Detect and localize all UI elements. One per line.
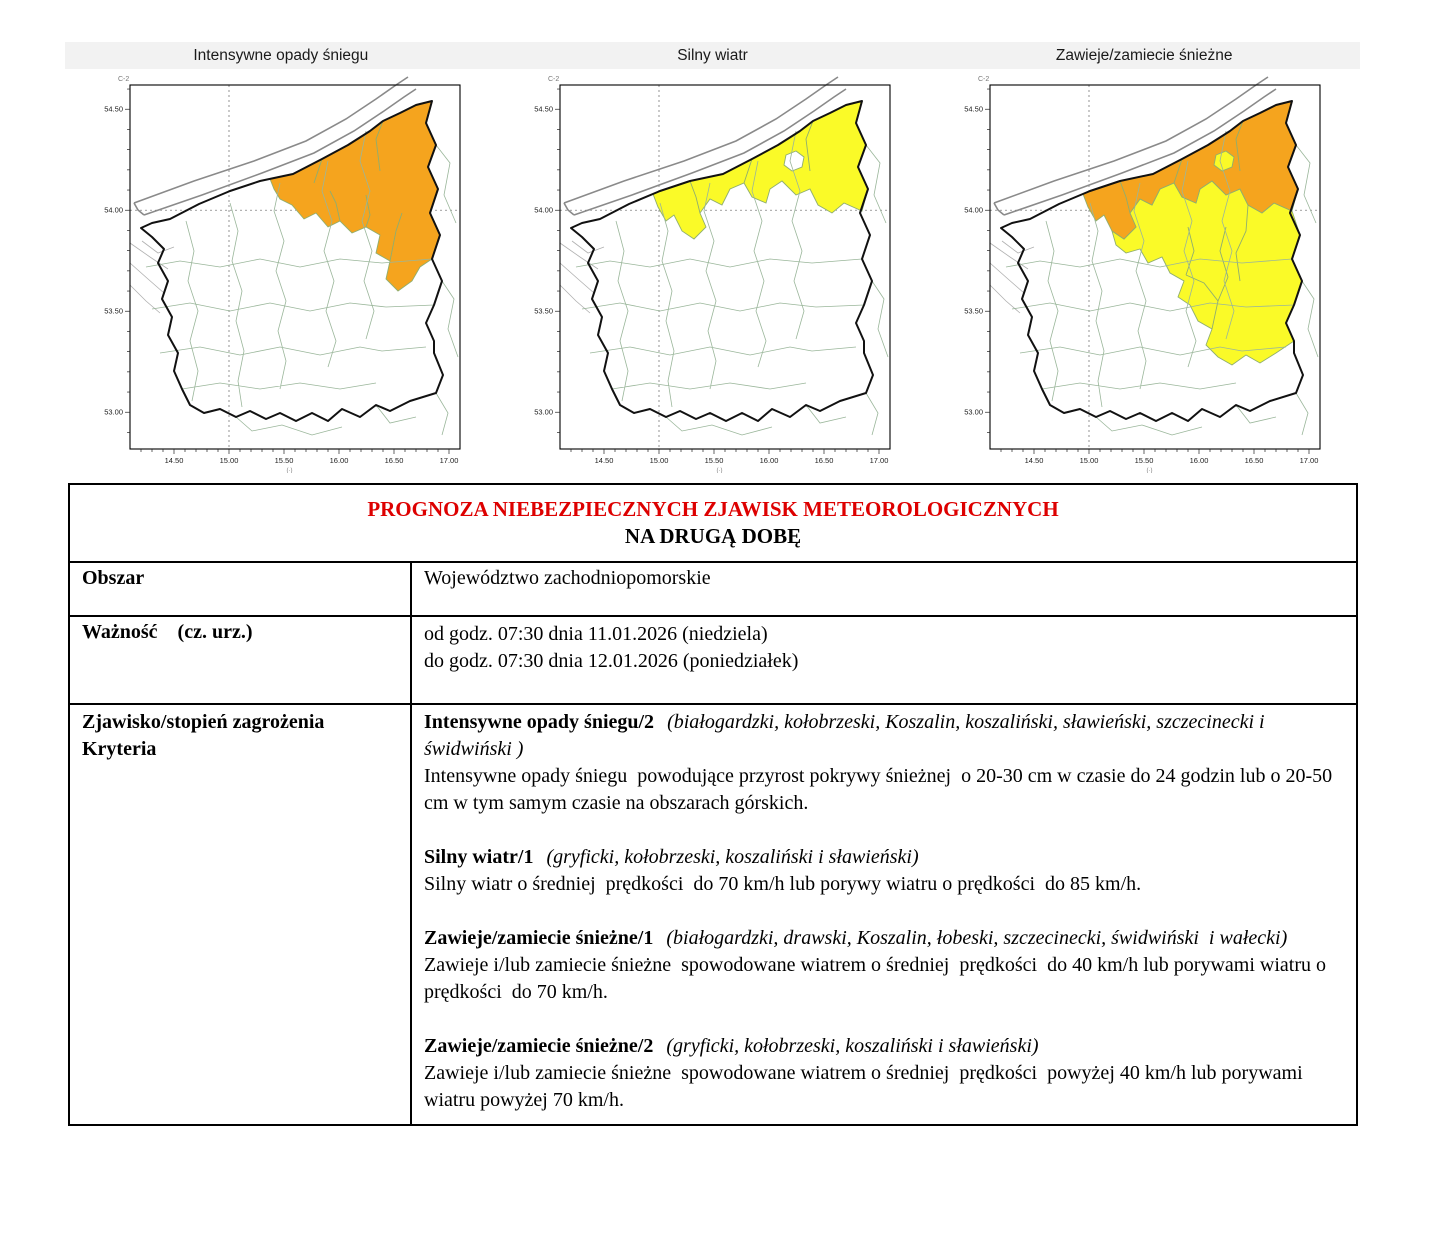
warning-name: Silny wiatr/1 xyxy=(424,846,534,868)
map-corner-label: C-2 xyxy=(548,76,560,83)
x-tick-label: 14.50 xyxy=(164,456,184,465)
row-waznosc xyxy=(69,616,1357,704)
warning-areas: (gryficki, kołobrzeski, koszaliński i sławieński) xyxy=(546,846,919,868)
y-tick-label: 53.50 xyxy=(534,306,553,316)
warning-description: Zawieje i/lub zamiecie śnieżne spowodowane wiatrem o średniej prędkości powyżej 40 km/h lub porywami wiatru powyżej 70 km/h. xyxy=(424,1062,1308,1111)
map-titles-band xyxy=(65,42,1360,69)
phenomena-cell xyxy=(411,704,1357,1125)
axis-unit-label: (·) xyxy=(286,468,293,473)
y-tick-label: 53.50 xyxy=(964,306,983,316)
warning-areas: (gryficki, kołobrzeski, koszaliński i sławieński) xyxy=(666,1035,1039,1057)
warning-description: Zawieje i/lub zamiecie śnieżne spowodowane wiatrem o średniej prędkości do 40 km/h lub porywami wiatru o prędkości do 70 km/h. xyxy=(424,954,1331,1003)
y-tick-label: 54.00 xyxy=(534,205,553,215)
region-strong-wind-yellow xyxy=(653,101,868,239)
warning-name: Intensywne opady śniegu/2 xyxy=(424,711,655,733)
map-title-intense-snow: Intensywne opady śniegu xyxy=(193,46,369,64)
obszar-label: Obszar xyxy=(69,562,411,616)
forecast-subtitle: NA DRUGĄ DOBĘ xyxy=(624,524,802,548)
map-strong-wind xyxy=(520,71,920,473)
x-tick-label: 16.00 xyxy=(1189,456,1209,465)
x-tick-label: 15.00 xyxy=(649,456,669,465)
warning-areas: (białogardzki, kołobrzeski, Koszalin, koszaliński, sławieński, szczecinecki i świdwiński ) xyxy=(424,711,1270,760)
y-tick-label: 54.50 xyxy=(534,104,553,114)
validity-from: od godz. 07:30 dnia 11.01.2026 (niedziela) xyxy=(424,623,768,645)
x-tick-label: 15.50 xyxy=(704,456,724,465)
x-tick-label: 17.00 xyxy=(869,456,889,465)
map-corner-label: C-2 xyxy=(978,76,990,83)
y-tick-label: 53.50 xyxy=(104,306,123,316)
maps-row xyxy=(90,71,1431,473)
forecast-title: PROGNOZA NIEBEZPIECZNYCH ZJAWISK METEOROLOGICZNYCH xyxy=(367,497,1059,521)
row-zjawisko xyxy=(69,704,1357,1125)
y-tick-label: 54.00 xyxy=(104,205,123,215)
map-corner-label: C-2 xyxy=(118,76,130,83)
y-tick-label: 54.50 xyxy=(964,104,983,114)
west-gray-lines xyxy=(560,241,604,313)
x-tick-label: 17.00 xyxy=(1299,456,1319,465)
x-tick-label: 16.50 xyxy=(1244,456,1264,465)
warning-name: Zawieje/zamiecie śnieżne/2 xyxy=(424,1035,654,1057)
table-title-cell xyxy=(69,484,1357,562)
y-tick-label: 54.50 xyxy=(104,104,123,114)
x-tick-label: 15.00 xyxy=(219,456,239,465)
row-obszar xyxy=(69,562,1357,616)
y-tick-label: 53.00 xyxy=(104,407,123,417)
warning-name: Zawieje/zamiecie śnieżne/1 xyxy=(424,927,654,949)
x-tick-label: 14.50 xyxy=(594,456,614,465)
y-tick-label: 53.00 xyxy=(964,407,983,417)
warning-areas: (białogardzki, drawski, Koszalin, łobeski, szczecinecki, świdwiński i wałecki) xyxy=(666,927,1288,949)
warning-description: Silny wiatr o średniej prędkości do 70 km/h lub porywy wiatru o prędkości do 85 km/h. xyxy=(424,873,1142,895)
warning-entry xyxy=(424,844,1344,898)
x-tick-label: 16.00 xyxy=(329,456,349,465)
x-tick-label: 15.50 xyxy=(274,456,294,465)
x-tick-label: 17.00 xyxy=(439,456,459,465)
validity-to: do godz. 07:30 dnia 12.01.2026 (poniedziałek) xyxy=(424,650,799,672)
axis-unit-label: (·) xyxy=(716,468,723,473)
x-tick-label: 15.00 xyxy=(1079,456,1099,465)
table-header-row xyxy=(69,484,1357,562)
warning-description: Intensywne opady śniegu powodujące przyrost pokrywy śnieżnej o 20-30 cm w czasie do 24 godzin lub o 20-50 cm w tym samym czasie na obszarach górskich. xyxy=(424,765,1338,814)
x-tick-label: 14.50 xyxy=(1024,456,1044,465)
zjawisko-label-line1: Zjawisko/stopień zagrożenia xyxy=(82,711,325,733)
y-tick-label: 53.00 xyxy=(534,407,553,417)
warning-entry xyxy=(424,1033,1344,1114)
warning-entry xyxy=(424,925,1344,1006)
forecast-table xyxy=(68,483,1358,1126)
y-tick-label: 54.00 xyxy=(964,205,983,215)
x-tick-label: 16.50 xyxy=(384,456,404,465)
x-tick-label: 16.50 xyxy=(814,456,834,465)
west-gray-lines xyxy=(130,241,174,313)
map-blizzard xyxy=(950,71,1350,473)
axis-unit-label: (·) xyxy=(1146,468,1153,473)
x-tick-label: 15.50 xyxy=(1134,456,1154,465)
warning-entry xyxy=(424,709,1344,817)
x-tick-label: 16.00 xyxy=(759,456,779,465)
map-title-strong-wind: Silny wiatr xyxy=(677,46,748,64)
west-gray-lines xyxy=(990,241,1034,313)
map-intense-snow xyxy=(90,71,490,473)
zjawisko-label-line2: Kryteria xyxy=(82,738,157,760)
waznosc-label: Ważność (cz. urz.) xyxy=(69,616,411,704)
obszar-value: Województwo zachodniopomorskie xyxy=(411,562,1357,616)
region-blizzard-level1-yellow xyxy=(1112,181,1302,365)
map-title-blizzard: Zawieje/zamiecie śnieżne xyxy=(1055,46,1233,64)
